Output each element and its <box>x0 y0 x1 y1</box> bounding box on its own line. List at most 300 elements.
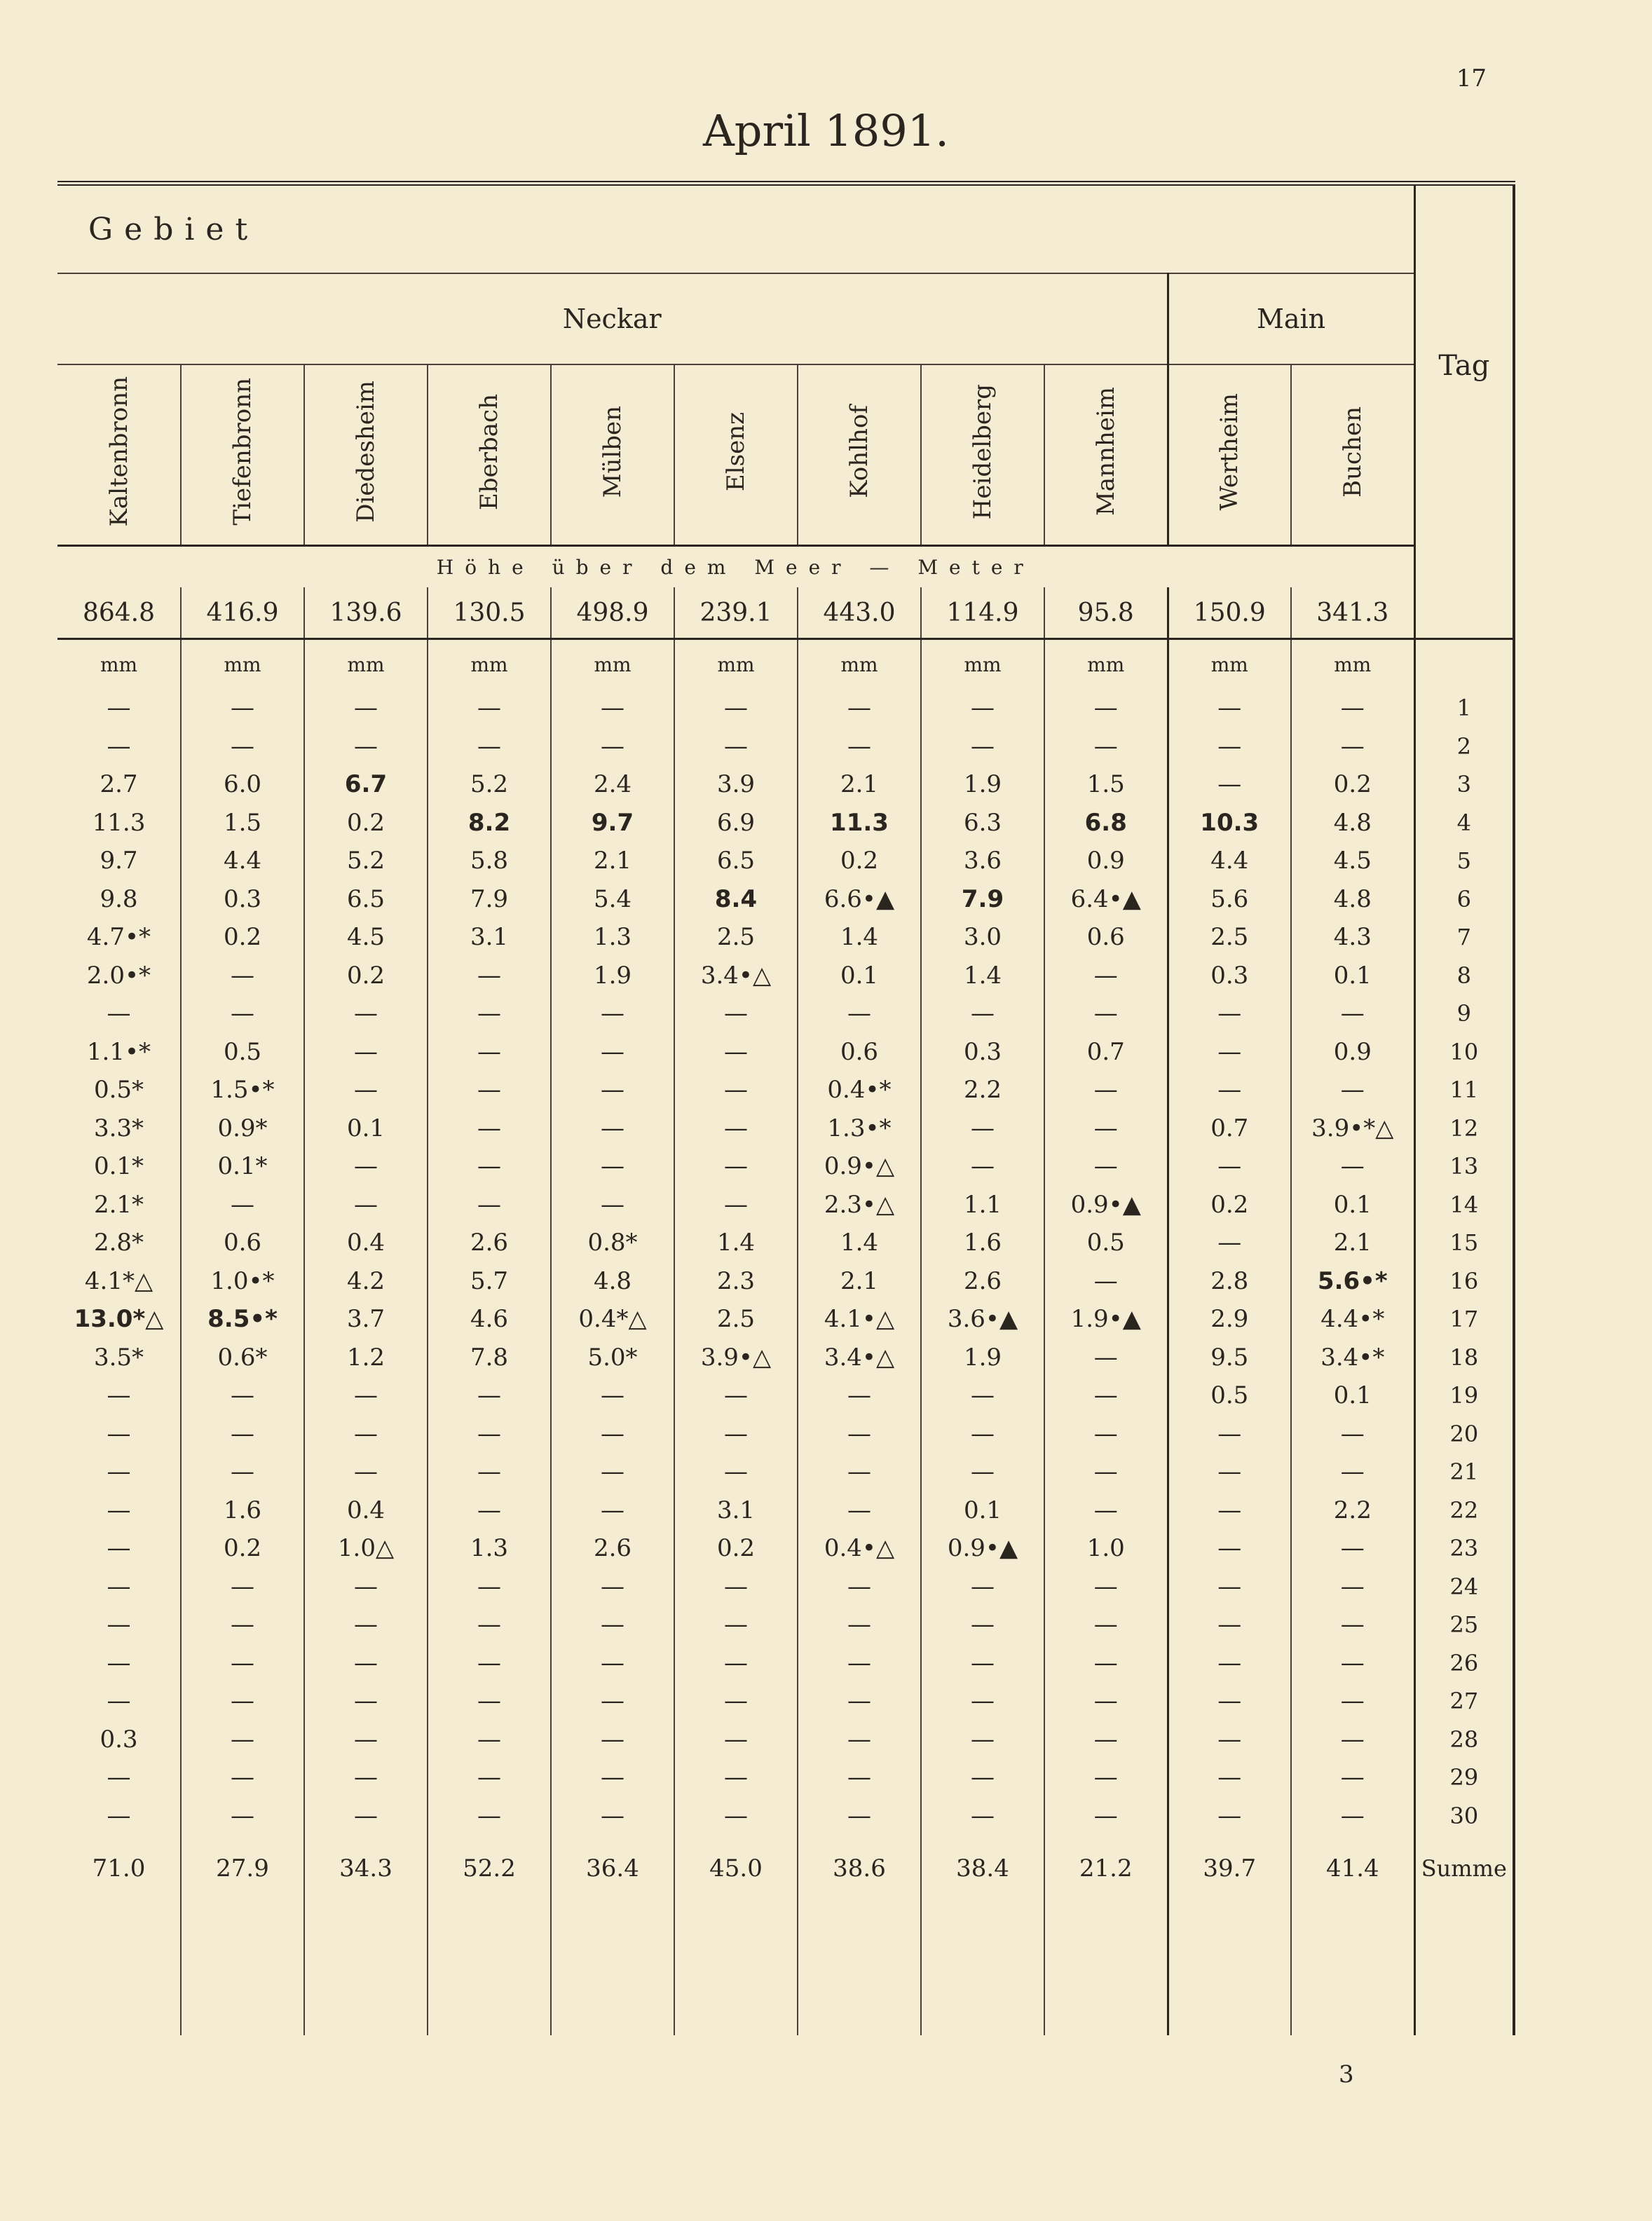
precipitation-value: — <box>1168 1529 1291 1568</box>
precipitation-value: — <box>674 1376 798 1415</box>
precipitation-value: 0.4*△ <box>551 1300 674 1339</box>
precipitation-value: 0.6 <box>1044 918 1168 957</box>
precipitation-value: 1.3•* <box>798 1109 921 1148</box>
monthly-sum: 27.9 <box>181 1835 304 1902</box>
precipitation-value: 3.9•*△ <box>1291 1109 1414 1148</box>
day-number: 21 <box>1414 1453 1514 1491</box>
station-name-cell <box>57 364 181 546</box>
precipitation-value: 0.9•▲ <box>1044 1186 1168 1224</box>
precipitation-value: 0.4•* <box>798 1071 921 1109</box>
precipitation-value: 2.6 <box>551 1529 674 1568</box>
precipitation-value: — <box>551 1033 674 1072</box>
precipitation-value: 2.7 <box>57 765 181 804</box>
day-number: 9 <box>1414 995 1514 1033</box>
precipitation-value: — <box>798 1758 921 1797</box>
monthly-sum: 71.0 <box>57 1835 181 1902</box>
precipitation-value: 0.1 <box>304 1109 428 1148</box>
precipitation-value: — <box>551 1568 674 1606</box>
table-row <box>57 918 1514 957</box>
precipitation-value: 1.0•* <box>181 1262 304 1301</box>
precipitation-value: — <box>1168 1644 1291 1683</box>
precipitation-value: — <box>181 1453 304 1491</box>
monthly-sum: 52.2 <box>428 1835 551 1902</box>
station-name: Buchen <box>1338 406 1367 498</box>
precipitation-value: 10.3 <box>1168 804 1291 842</box>
precipitation-value: — <box>798 1415 921 1454</box>
precipitation-value: — <box>57 727 181 766</box>
precipitation-value: — <box>921 1147 1044 1186</box>
station-name: Kaltenbronn <box>104 376 133 527</box>
precipitation-value: — <box>921 1568 1044 1606</box>
unit-label: mm <box>1044 639 1168 690</box>
station-name: Elsenz <box>722 411 750 492</box>
precipitation-value: 5.6•* <box>1291 1262 1414 1301</box>
tag-cell-empty <box>1414 587 1514 639</box>
station-name-cell <box>674 364 798 546</box>
precipitation-value: 0.7 <box>1044 1033 1168 1072</box>
precipitation-value: — <box>304 1644 428 1683</box>
day-number: 1 <box>1414 689 1514 727</box>
precipitation-value: 0.1 <box>798 957 921 995</box>
precipitation-value: 6.0 <box>181 765 304 804</box>
station-name-cell <box>181 364 304 546</box>
precipitation-value: — <box>304 1758 428 1797</box>
precipitation-value: 3.1 <box>428 918 551 957</box>
table-row <box>57 727 1514 766</box>
tag-cell-empty <box>1414 546 1514 588</box>
precipitation-value: 1.4 <box>798 918 921 957</box>
day-number: 11 <box>1414 1071 1514 1109</box>
precipitation-value: — <box>428 1376 551 1415</box>
precipitation-value: 5.7 <box>428 1262 551 1301</box>
station-name-cell <box>1168 364 1291 546</box>
precipitation-value: — <box>428 1453 551 1491</box>
precipitation-value: 0.2 <box>181 918 304 957</box>
day-number: 12 <box>1414 1109 1514 1148</box>
precipitation-value: — <box>428 1071 551 1109</box>
precipitation-value: — <box>1044 1453 1168 1491</box>
precipitation-value: — <box>57 1758 181 1797</box>
table-row <box>57 995 1514 1033</box>
precipitation-value: 1.2 <box>304 1339 428 1377</box>
precipitation-value: — <box>1291 1606 1414 1644</box>
precipitation-value: 1.1•* <box>57 1033 181 1072</box>
day-number: 27 <box>1414 1682 1514 1721</box>
precipitation-value: 0.9•△ <box>798 1147 921 1186</box>
precipitation-value: — <box>1291 1644 1414 1683</box>
precipitation-value: 9.7 <box>57 842 181 880</box>
precipitation-value: 0.6* <box>181 1339 304 1377</box>
precipitation-value: — <box>551 1109 674 1148</box>
unit-label: mm <box>921 639 1044 690</box>
day-number: 14 <box>1414 1186 1514 1224</box>
precipitation-value: — <box>1044 1071 1168 1109</box>
precipitation-value: 4.4 <box>1168 842 1291 880</box>
precipitation-value: — <box>674 1797 798 1836</box>
monthly-sum: 38.4 <box>921 1835 1044 1902</box>
precipitation-value: 2.6 <box>921 1262 1044 1301</box>
precipitation-value: 4.5 <box>304 918 428 957</box>
station-name: Mülben <box>599 405 627 498</box>
precipitation-value: — <box>428 1644 551 1683</box>
blank-cell <box>1044 1902 1168 2035</box>
precipitation-value: 6.9 <box>674 804 798 842</box>
precipitation-value: — <box>428 1109 551 1148</box>
station-name: Diedesheim <box>352 381 380 523</box>
monthly-sum: 45.0 <box>674 1835 798 1902</box>
precipitation-value: 2.2 <box>1291 1491 1414 1530</box>
table-row <box>57 1224 1514 1262</box>
precipitation-value: — <box>1168 1224 1291 1262</box>
precipitation-value: — <box>674 1186 798 1224</box>
table-row <box>57 1721 1514 1759</box>
precipitation-value: 1.3 <box>428 1529 551 1568</box>
precipitation-value: — <box>428 957 551 995</box>
precipitation-value: 3.7 <box>304 1300 428 1339</box>
precipitation-value: 6.4•▲ <box>1044 880 1168 919</box>
precipitation-value: — <box>1291 995 1414 1033</box>
station-name-cell <box>551 364 674 546</box>
station-name-cell <box>1291 364 1414 546</box>
tag-cell-empty <box>1414 639 1514 690</box>
precipitation-value: — <box>181 689 304 727</box>
station-elevation: 416.9 <box>181 587 304 639</box>
precipitation-value: 2.3 <box>674 1262 798 1301</box>
precipitation-value: — <box>304 995 428 1033</box>
precipitation-value: — <box>551 1644 674 1683</box>
unit-label: mm <box>798 639 921 690</box>
precipitation-value: — <box>1044 689 1168 727</box>
precipitation-value: — <box>1044 1339 1168 1377</box>
precipitation-value: — <box>1044 1758 1168 1797</box>
precipitation-value: — <box>674 1606 798 1644</box>
unit-label: mm <box>304 639 428 690</box>
unit-label: mm <box>674 639 798 690</box>
precipitation-value: — <box>428 1797 551 1836</box>
precipitation-value: — <box>551 995 674 1033</box>
precipitation-value: — <box>57 1376 181 1415</box>
precipitation-value: — <box>1168 727 1291 766</box>
station-elevation: 443.0 <box>798 587 921 639</box>
precipitation-value: — <box>57 1606 181 1644</box>
precipitation-value: — <box>428 1186 551 1224</box>
precipitation-value: — <box>551 1071 674 1109</box>
precipitation-value: — <box>1168 1568 1291 1606</box>
precipitation-value: — <box>921 1758 1044 1797</box>
precipitation-value: — <box>674 1682 798 1721</box>
precipitation-value: 3.4•△ <box>674 957 798 995</box>
precipitation-value: — <box>1291 1071 1414 1109</box>
table-row <box>57 1300 1514 1339</box>
table-row <box>57 880 1514 919</box>
precipitation-value: 2.1 <box>1291 1224 1414 1262</box>
precipitation-value: — <box>921 1682 1044 1721</box>
precipitation-value: — <box>1291 1453 1414 1491</box>
unit-label: mm <box>57 639 181 690</box>
precipitation-value: — <box>551 1376 674 1415</box>
day-number: 23 <box>1414 1529 1514 1568</box>
precipitation-value: — <box>181 1682 304 1721</box>
precipitation-value: — <box>921 1721 1044 1759</box>
precipitation-value: — <box>1168 1682 1291 1721</box>
precipitation-value: 7.9 <box>428 880 551 919</box>
table-row <box>57 804 1514 842</box>
table-row <box>57 1339 1514 1377</box>
table-row <box>57 1415 1514 1454</box>
table-row <box>57 1453 1514 1491</box>
precipitation-value: — <box>304 1071 428 1109</box>
precipitation-value: — <box>1044 1721 1168 1759</box>
precipitation-value: — <box>921 1453 1044 1491</box>
station-name: Tiefenbronn <box>228 378 257 526</box>
precipitation-value: 1.4 <box>674 1224 798 1262</box>
precipitation-value: — <box>798 1568 921 1606</box>
precipitation-value: 0.2 <box>304 804 428 842</box>
table-row <box>57 1491 1514 1530</box>
precipitation-value: — <box>428 1682 551 1721</box>
precipitation-value: 6.5 <box>674 842 798 880</box>
day-number: 28 <box>1414 1721 1514 1759</box>
precipitation-value: — <box>428 689 551 727</box>
precipitation-value: 9.7 <box>551 804 674 842</box>
station-name: Heidelberg <box>969 383 997 520</box>
precipitation-value: — <box>1291 1721 1414 1759</box>
gebiet-label: Gebiet <box>88 211 259 247</box>
precipitation-value: — <box>428 1721 551 1759</box>
precipitation-value: — <box>674 727 798 766</box>
precipitation-value: — <box>1044 957 1168 995</box>
precipitation-value: 3.6 <box>921 842 1044 880</box>
precipitation-value: 4.8 <box>1291 880 1414 919</box>
precipitation-value: — <box>921 1109 1044 1148</box>
monthly-sum: 34.3 <box>304 1835 428 1902</box>
precipitation-value: 5.0* <box>551 1339 674 1377</box>
precipitation-value: — <box>57 995 181 1033</box>
precipitation-value: — <box>181 1758 304 1797</box>
precipitation-value: — <box>1291 1797 1414 1836</box>
precipitation-value: — <box>1044 1491 1168 1530</box>
blank-cell <box>181 1902 304 2035</box>
day-number: 29 <box>1414 1758 1514 1797</box>
precipitation-value: 5.2 <box>428 765 551 804</box>
precipitation-value: — <box>921 1376 1044 1415</box>
precipitation-value: — <box>181 1415 304 1454</box>
blank-cell <box>1414 1902 1514 2035</box>
precipitation-value: 3.4•* <box>1291 1339 1414 1377</box>
precipitation-value: 4.1•△ <box>798 1300 921 1339</box>
precipitation-value: 5.8 <box>428 842 551 880</box>
precipitation-value: — <box>57 1453 181 1491</box>
precipitation-value: — <box>1291 1758 1414 1797</box>
unit-label: mm <box>551 639 674 690</box>
precipitation-value: — <box>304 1186 428 1224</box>
precipitation-value: 0.1 <box>1291 1376 1414 1415</box>
day-number: 19 <box>1414 1376 1514 1415</box>
precipitation-value: 2.5 <box>674 918 798 957</box>
blank-cell <box>798 1902 921 2035</box>
precipitation-value: 0.3 <box>181 880 304 919</box>
precipitation-value: — <box>674 1033 798 1072</box>
precipitation-value: — <box>304 1682 428 1721</box>
tag-header: Tag <box>1414 184 1514 546</box>
precipitation-value: 0.2 <box>674 1529 798 1568</box>
precipitation-value: 2.1* <box>57 1186 181 1224</box>
precipitation-value: — <box>921 1415 1044 1454</box>
precipitation-value: — <box>1168 1071 1291 1109</box>
precipitation-value: — <box>798 1682 921 1721</box>
precipitation-value: — <box>551 1453 674 1491</box>
table-row <box>57 1376 1514 1415</box>
precipitation-value: — <box>57 1491 181 1530</box>
precipitation-value: — <box>57 1415 181 1454</box>
day-number: 20 <box>1414 1415 1514 1454</box>
precipitation-value: — <box>1044 1415 1168 1454</box>
precipitation-value: 4.1*△ <box>57 1262 181 1301</box>
precipitation-value: 0.2 <box>798 842 921 880</box>
table-row <box>57 1797 1514 1836</box>
precipitation-value: — <box>1044 1376 1168 1415</box>
precipitation-value: — <box>428 1033 551 1072</box>
precipitation-value: — <box>551 1758 674 1797</box>
precipitation-value: — <box>181 727 304 766</box>
precipitation-value: 0.7 <box>1168 1109 1291 1148</box>
unit-label: mm <box>181 639 304 690</box>
precipitation-value: 4.2 <box>304 1262 428 1301</box>
precipitation-value: — <box>1291 1529 1414 1568</box>
precipitation-value: 13.0*△ <box>57 1300 181 1339</box>
precipitation-value: — <box>1044 1109 1168 1148</box>
precipitation-value: 0.4•△ <box>798 1529 921 1568</box>
precipitation-value: — <box>674 1147 798 1186</box>
precipitation-value: 2.2 <box>921 1071 1044 1109</box>
precipitation-value: — <box>1291 689 1414 727</box>
precipitation-value: 0.2 <box>181 1529 304 1568</box>
precipitation-value: 11.3 <box>57 804 181 842</box>
precipitation-value: 0.5 <box>1044 1224 1168 1262</box>
table-row <box>57 1109 1514 1148</box>
precipitation-value: 0.1 <box>1291 1186 1414 1224</box>
table-row <box>57 1147 1514 1186</box>
precipitation-value: — <box>181 1606 304 1644</box>
day-number: 6 <box>1414 880 1514 919</box>
precipitation-value: 2.1 <box>798 1262 921 1301</box>
unit-label: mm <box>1291 639 1414 690</box>
precipitation-value: — <box>798 1491 921 1530</box>
precipitation-value: 8.4 <box>674 880 798 919</box>
precipitation-value: 8.2 <box>428 804 551 842</box>
precipitation-value: — <box>57 1529 181 1568</box>
precipitation-value: 1.6 <box>921 1224 1044 1262</box>
precipitation-value: 0.3 <box>921 1033 1044 1072</box>
precipitation-value: 5.4 <box>551 880 674 919</box>
monthly-sum: 21.2 <box>1044 1835 1168 1902</box>
precipitation-value: — <box>1168 995 1291 1033</box>
table-row <box>57 1568 1514 1606</box>
precipitation-value: 0.9* <box>181 1109 304 1148</box>
unit-label: mm <box>1168 639 1291 690</box>
precipitation-value: 0.5* <box>57 1071 181 1109</box>
precipitation-value: — <box>1168 1453 1291 1491</box>
precipitation-value: — <box>1291 727 1414 766</box>
precipitation-value: 0.4 <box>304 1491 428 1530</box>
precipitation-value: 6.7 <box>304 765 428 804</box>
station-elevation: 139.6 <box>304 587 428 639</box>
precipitation-value: — <box>551 1415 674 1454</box>
blank-cell <box>57 1902 181 2035</box>
precipitation-value: 0.5 <box>1168 1376 1291 1415</box>
precipitation-value: 4.4•* <box>1291 1300 1414 1339</box>
precipitation-value: — <box>1168 1721 1291 1759</box>
precipitation-value: — <box>1168 1758 1291 1797</box>
precipitation-value: 1.1 <box>921 1186 1044 1224</box>
precipitation-value: — <box>1168 1415 1291 1454</box>
table-row <box>57 1262 1514 1301</box>
precipitation-value: 3.6•▲ <box>921 1300 1044 1339</box>
blank-cell <box>428 1902 551 2035</box>
precipitation-value: — <box>674 1453 798 1491</box>
precipitation-value: — <box>428 1568 551 1606</box>
precipitation-value: — <box>181 1186 304 1224</box>
precipitation-value: — <box>674 1758 798 1797</box>
precipitation-value: 3.1 <box>674 1491 798 1530</box>
station-name: Eberbach <box>475 393 503 510</box>
precipitation-value: 6.6•▲ <box>798 880 921 919</box>
blank-cell <box>674 1902 798 2035</box>
station-elevation: 114.9 <box>921 587 1044 639</box>
precipitation-value: — <box>1044 995 1168 1033</box>
precipitation-value: — <box>181 957 304 995</box>
precipitation-value: — <box>921 1797 1044 1836</box>
table-row <box>57 842 1514 880</box>
precipitation-table <box>57 181 1515 2035</box>
precipitation-value: 5.2 <box>304 842 428 880</box>
precipitation-value: — <box>57 1797 181 1836</box>
precipitation-value: — <box>551 1721 674 1759</box>
precipitation-value: — <box>551 727 674 766</box>
precipitation-value: — <box>551 1186 674 1224</box>
precipitation-value: — <box>428 1415 551 1454</box>
blank-cell <box>304 1902 428 2035</box>
table-row <box>57 689 1514 727</box>
precipitation-value: — <box>1044 1262 1168 1301</box>
day-number: 25 <box>1414 1606 1514 1644</box>
precipitation-value: 2.6 <box>428 1224 551 1262</box>
precipitation-value: 0.1 <box>1291 957 1414 995</box>
day-number: 24 <box>1414 1568 1514 1606</box>
precipitation-value: 1.4 <box>921 957 1044 995</box>
precipitation-value: 0.9•▲ <box>921 1529 1044 1568</box>
precipitation-value: 0.5 <box>181 1033 304 1072</box>
precipitation-value: — <box>551 1147 674 1186</box>
precipitation-value: — <box>57 1682 181 1721</box>
day-number: 22 <box>1414 1491 1514 1530</box>
table-row <box>57 765 1514 804</box>
station-elevation: 341.3 <box>1291 587 1414 639</box>
precipitation-value: 1.3 <box>551 918 674 957</box>
precipitation-value: 1.6 <box>181 1491 304 1530</box>
precipitation-value: — <box>1168 1606 1291 1644</box>
precipitation-value: 0.2 <box>1168 1186 1291 1224</box>
precipitation-value: 0.8* <box>551 1224 674 1262</box>
precipitation-value: — <box>181 1568 304 1606</box>
precipitation-value: — <box>304 1453 428 1491</box>
precipitation-value: — <box>798 1721 921 1759</box>
summe-label: Summe <box>1414 1835 1514 1902</box>
monthly-sum: 41.4 <box>1291 1835 1414 1902</box>
precipitation-value: — <box>304 1797 428 1836</box>
station-elevation: 498.9 <box>551 587 674 639</box>
blank-cell <box>1168 1902 1291 2035</box>
